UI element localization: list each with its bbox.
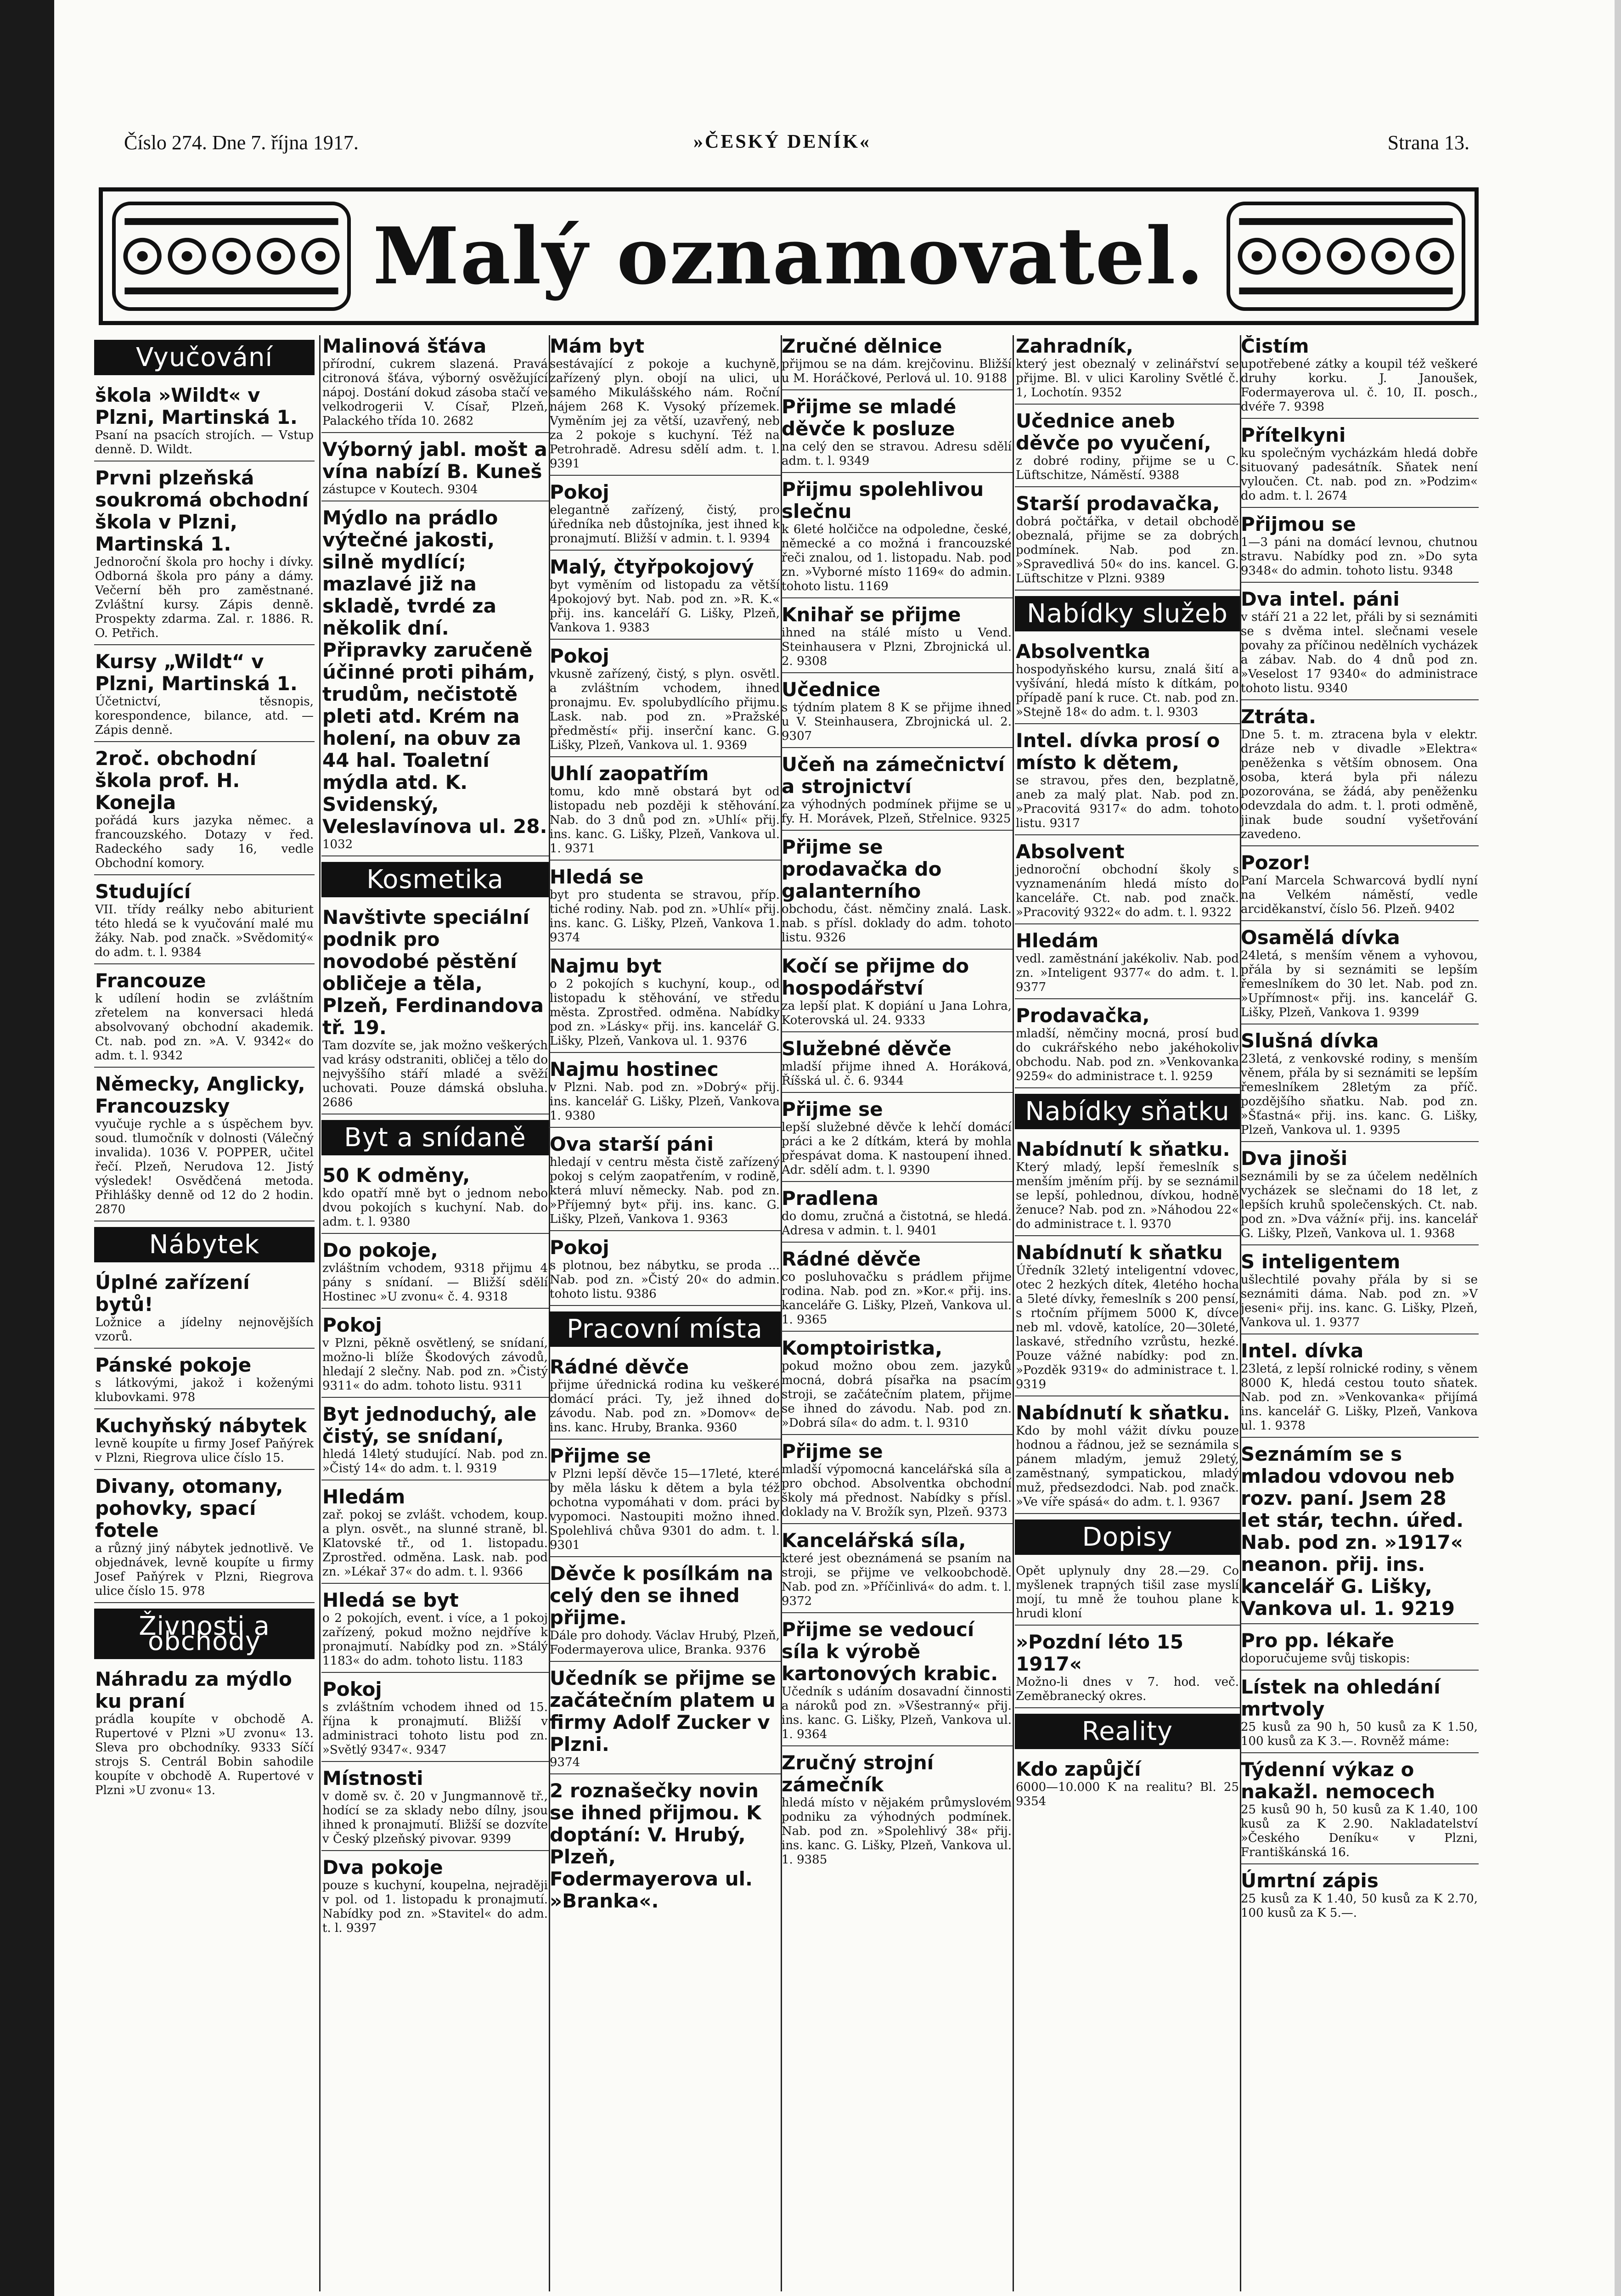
ad-body: 1032 bbox=[322, 838, 353, 851]
ad-body: ku společným vycházkám hledá dobře situovaný padesátník. Sňatek není vyloučen. Ct. nab. pod zn. »Podzim« do adm. t. l. 2674 bbox=[1241, 446, 1478, 503]
ad-body: hledá místo v nějakém průmyslovém podniku za výhodných podmínek. Nab. pod zn. »Spolehlivý 38« přij. ins. kanc. G. Lišky, Plzeň, Vankova ul. 1. 9385 bbox=[782, 1796, 1012, 1867]
section-heading: Dopisy bbox=[1015, 1519, 1240, 1555]
classified-ad bbox=[94, 1475, 315, 1603]
classified-ad bbox=[1015, 930, 1240, 999]
classified-ad bbox=[321, 1589, 549, 1673]
classified-ad bbox=[549, 481, 781, 551]
column-1 bbox=[94, 335, 315, 2291]
section-heading: Živnosti a obchody bbox=[94, 1609, 315, 1659]
ad-title: Absolventka bbox=[1016, 640, 1150, 663]
ad-body: Účetnictví, těsnopis, korespondence, bilance, atd. — Zápis denně. bbox=[95, 695, 314, 737]
ad-body: s látkovými, jakož i koženými klubovkami. 978 bbox=[95, 1376, 314, 1404]
column-4 bbox=[781, 335, 1013, 2291]
ad-body: vkusně zařízený, čistý, s plyn. osvětl. a zvláštním vchodem, ihned pronajmu. Ev. spolubydlícího přijmu. Lask. nab. pod zn. »Pražské předměstí« přij. inserční kanc. G. Lišky, Plzeň, Vankova ul. 1. 9369 bbox=[550, 667, 780, 752]
section-heading: Byt a snídaně bbox=[321, 1120, 549, 1155]
ad-title: S inteligentem bbox=[1241, 1250, 1401, 1273]
ad-title: Lístek na ohledání mrtvoly bbox=[1241, 1676, 1441, 1720]
ad-body: Možno-li dnes v 7. hod. več. Zeměbranecký okres. bbox=[1016, 1675, 1239, 1703]
ad-title: Přítelkyni bbox=[1241, 424, 1346, 446]
ad-title: Slušná dívka bbox=[1241, 1030, 1379, 1052]
ad-body: s týdním platem 8 K se přijme ihned u V. Steinhausera, Zbrojnická ul. 2. 9307 bbox=[782, 701, 1012, 743]
classified-ad bbox=[781, 396, 1013, 473]
ad-body: se stravou, přes den, bezplatně, aneb za malý plat. Nab. pod zn. »Pracovitá 9317« do adm. tohoto listu. 9317 bbox=[1016, 774, 1239, 830]
ad-title: Komptoiristka, bbox=[782, 1337, 943, 1359]
classified-ad bbox=[549, 1780, 781, 1916]
scan-border-right bbox=[1615, 0, 1621, 2296]
classified-ad bbox=[1015, 1402, 1240, 1514]
ad-body: 25 kusů 90 h, 50 kusů za K 1.40, 100 kusů za K 2.90. Nakladatelství »Českého Deníku« v Plzni, Františkánská 16. bbox=[1241, 1803, 1478, 1859]
ad-title: Intel. dívka bbox=[1241, 1339, 1364, 1362]
ad-title: Německy, Anglicky, Francouzsky bbox=[95, 1073, 305, 1117]
classified-ad bbox=[321, 1857, 549, 1939]
ad-body: lepší služebné děvče k lehčí domácí práci a ke 2 dítkám, která by mohla přespávat doma. K nastoupení ihned. Adr. sdělí adm. t. l. 9390 bbox=[782, 1120, 1012, 1177]
ad-body: elegantně zařízený, čistý, pro úředníka neb důstojníka, jest ihned k pronajmutí. Bližší v admin. t. l. 9394 bbox=[550, 503, 780, 546]
ad-body: k 6leté holčičce na odpoledne, české, německé a co možná i francouzské řeči znalou, od 1. listopadu. Nab. pod zn. »Vyborné místo 1169« do admin. tohoto listu. 1169 bbox=[782, 523, 1012, 593]
ad-body: Psaní na psacích strojích. — Vstup denně. D. Wildt. bbox=[95, 428, 314, 456]
ad-body: přírodní, cukrem slazená. Pravá citronová šťáva, výborný osvěžující nápoj. Dostání dokud zásoba stačí ve velkodrogerii V. Císař, Plzeň, Palackého třída 10. 2682 bbox=[322, 357, 548, 428]
column-3 bbox=[549, 335, 781, 2291]
ad-body: Úředník 32letý inteligentní vdovec, otec 2 hezkých dítek, 4letého hocha a 5leté dívky, řemeslník s 200 pensí, s rtočním příjmem 5000 K, dívce neb ml. vdově, katolíce, 20—30leté, laskavé, středního vzrůstu, hezké. Pouze vážné nabídky: pod zn. »Pozděk 9319« do administrace t. l. 9319 bbox=[1016, 1264, 1239, 1391]
ad-title: 2roč. obchodní škola prof. H. Konejla bbox=[95, 747, 257, 814]
ad-body: s zvláštním vchodem ihned od 15. října k pronajmutí. Bližší v administraci tohoto listu pod zn. »Světlý 9347«. 9347 bbox=[322, 1700, 548, 1757]
ad-body: ihned na stálé místo u Vend. Steinhausera v Plzni, Zbrojnická ul. 2. 9308 bbox=[782, 626, 1012, 668]
classified-ad bbox=[94, 467, 315, 645]
ad-body: Učedník s udáním dosavadní činnosti a nároků pod zn. »Všestranný« přij. ins. kanc. G. Lišky, Plzeň, Vankova ul. 1. 9364 bbox=[782, 1685, 1012, 1741]
classified-ad bbox=[321, 906, 549, 1114]
ad-title: Pánské pokoje bbox=[95, 1354, 252, 1376]
classified-ad bbox=[781, 1530, 1013, 1613]
section-heading: Pracovní místa bbox=[549, 1311, 781, 1347]
column-2 bbox=[321, 335, 549, 2291]
classified-ad bbox=[781, 335, 1013, 390]
classified-ad bbox=[781, 1619, 1013, 1746]
classified-ad bbox=[1240, 335, 1479, 419]
ad-body: 23letá, z lepší rolnické rodiny, s věnem 8000 K, hledá cestou touto sňatek. Nab. pod zn. »Venkovanka« přijímá ins. kancelář G. Lišky, Plzeň, Vankova ul. 1. 9378 bbox=[1241, 1362, 1478, 1433]
classified-ad bbox=[1015, 1242, 1240, 1396]
classified-ad bbox=[1240, 1340, 1479, 1438]
ad-title: Učednice bbox=[782, 678, 881, 701]
classified-ad bbox=[1240, 927, 1479, 1024]
ad-title: Osamělá dívka bbox=[1241, 926, 1400, 949]
ad-title: Byt jednoduchý, ale čistý, se snídaní, bbox=[322, 1403, 537, 1447]
section-heading: Nábytek bbox=[94, 1227, 315, 1262]
ad-title: Prvni plzeňská soukromá obchodní škola v Plzni, Martinská 1. bbox=[95, 467, 309, 555]
ad-body: Opět uplynuly dny 28.—29. Co myšlenek trapných tišil zase myslí mojí, tu mně že touhou plane k hrudi kloní bbox=[1016, 1564, 1239, 1621]
ad-body: pokud možno obou zem. jazyků mocná, dobrá písařka na psacím stroji, se začátečním platem, přijme se ihned do závodu. Nab. pod zn. »Dobrá síla« do adm. t. l. 9310 bbox=[782, 1359, 1012, 1430]
ad-title: Hledám bbox=[1016, 929, 1099, 952]
scan-border-left bbox=[0, 0, 54, 2296]
ad-title: Malý, čtyřpokojový bbox=[550, 556, 754, 578]
ad-title: Týdenní výkaz o nakažl. nemocech bbox=[1241, 1758, 1435, 1803]
ad-body: mladší výpomocná kancelářská síla a pro obchod. Absolventka obchodní školy má přednost. Nabídky s přísl. doklady na V. Brožík syn, Plzeň. 9373 bbox=[782, 1463, 1012, 1519]
ad-title: Přijme se bbox=[550, 1445, 651, 1467]
ad-body: Dále pro dohody. Václav Hrubý, Plzeň, Fodermayerova ulice, Branka. 9376 bbox=[550, 1629, 780, 1657]
ad-body: s plotnou, bez nábytku, se proda ... Nab. pod zn. »Čistý 20« do admin. tohoto listu. 9386 bbox=[550, 1259, 780, 1301]
ad-title: Divany, otomany, pohovky, spací fotele bbox=[95, 1475, 283, 1542]
ad-title: Mám byt bbox=[550, 335, 645, 357]
classified-ad bbox=[549, 556, 781, 640]
ad-body: pouze s kuchyní, koupelna, nejraději v pol. od 1. listopadu k pronajmutí. Nabídky pod zn. »Stavitel« do adm. t. l. 9397 bbox=[322, 1879, 548, 1935]
classified-ad bbox=[781, 1752, 1013, 1871]
issue-date: Číslo 274. Dne 7. října 1917. bbox=[124, 131, 359, 154]
classified-ad bbox=[321, 1314, 549, 1398]
classified-ad bbox=[781, 1187, 1013, 1243]
ad-body: který jest obeznalý v zelinářství se přijme. Bl. v ulici Karoliny Světlé č. 1, Lochotín. 9352 bbox=[1016, 357, 1239, 400]
ad-body: na celý den se stravou. Adresu sdělí adm. t. l. 9349 bbox=[782, 440, 1012, 468]
ad-body: mladší, němčiny mocná, prosí bud do cukrářského nebo jakéhokoliv obchodu. Nab. pod zn. »Venkovanka 9259« do administrace t. l. 9259 bbox=[1016, 1027, 1239, 1083]
ad-body: levně koupíte u firmy Josef Paňýrek v Plzni, Riegrova ulice číslo 15. bbox=[95, 1437, 314, 1465]
ad-body: kdo opatří mně byt o jednom nebo dvou pokojích s kuchyní. Nab. do adm. t. l. 9380 bbox=[322, 1187, 548, 1229]
classified-ad bbox=[94, 1272, 315, 1349]
ad-body: pořádá kurs jazyka němec. a francouzského. Dotazy v řed. Radeckého sady 16, vedle Obchodní komory. bbox=[95, 814, 314, 870]
ad-title: Pokoj bbox=[550, 645, 609, 667]
classified-ad bbox=[549, 1563, 781, 1662]
classified-ad bbox=[321, 1486, 549, 1584]
ad-title: Přijme se vedoucí síla k výrobě kartonových krabic. bbox=[782, 1618, 998, 1685]
classified-ad bbox=[781, 1098, 1013, 1182]
classified-ad bbox=[321, 1239, 549, 1309]
ad-title: Nabídnutí k sňatku. bbox=[1016, 1138, 1230, 1160]
ad-title: Seznámím se s mladou vdovou neb rozv. paní. Jsem 28 let stár, techn. úřed. Nab. pod zn. »1917« neanon. přij. ins. kancelář G. Lišky, Vankova ul. 1. 9219 bbox=[1241, 1443, 1464, 1620]
ad-body: zař. pokoj se zvlášt. vchodem, koup. a plyn. osvět., na slunné straně, bl. Klatovské tř., od 1. listopadu. Zprostřed. odměna. Lask. nab. pod zn. »Lékař 37« do adm. t. l. 9366 bbox=[322, 1508, 548, 1579]
ad-title: Zahradník, bbox=[1016, 335, 1133, 357]
ad-title: Intel. dívka prosí o místo k dětem, bbox=[1016, 729, 1220, 774]
classified-ad bbox=[781, 1038, 1013, 1093]
column-rule bbox=[1013, 335, 1014, 2291]
classified-ad bbox=[781, 955, 1013, 1032]
classified-ad bbox=[549, 645, 781, 757]
ad-body: které jest obeznámená se psaním na stroji, se přijme ve velkoobchodě. Nab. pod zn. »Příčinlivá« do adm. t. l. 9372 bbox=[782, 1552, 1012, 1608]
ad-title: Učednice aneb děvče po vyučení, bbox=[1016, 410, 1211, 454]
classified-ad bbox=[781, 1441, 1013, 1524]
classified-ad bbox=[549, 1237, 781, 1306]
ad-title: »Pozdní léto 15 1917« bbox=[1016, 1631, 1184, 1675]
classified-ad bbox=[321, 1767, 549, 1851]
ad-title: Najmu byt bbox=[550, 955, 662, 977]
ad-body: Který mladý, lepší řemeslník s menším jměním příj. by se seznámil se lepší, pohlednou, dívkou, hodně ženuce? Nab. pod zn. »Náhodou 22« do administrace t. l. 9370 bbox=[1016, 1160, 1239, 1231]
ad-body: 24letá, s menším věnem a vyhovou, přála by si seznámiti se lepším řemeslníkem do 30 let. Nab. pod zn. »Upřímnost« přij. ins. kancelář G. Lišky, Plzeň, Vankova 1. 9399 bbox=[1241, 949, 1478, 1019]
ad-body: Paní Marcela Schwarcová bydlí nyní na Velkém náměstí, vedle arciděkanství, číslo 56. Plzeň. 9402 bbox=[1241, 874, 1478, 916]
classified-ad bbox=[94, 748, 315, 875]
ad-title: Hledá se byt bbox=[322, 1589, 459, 1611]
ad-title: Místnosti bbox=[322, 1767, 423, 1790]
ad-body: v domě sv. č. 20 v Jungmannově tř., hodící se za sklady nebo dílny, jsou ihned k pronajmutí. Bližší se dozvíte v Český plzeňský pivovar. 9399 bbox=[322, 1790, 548, 1846]
ad-body: 25 kusů za 90 h, 50 kusů za K 1.50, 100 kusů za K 3.—. Rovněž máme: bbox=[1241, 1720, 1478, 1748]
ad-body: a různý jiný nábytek jednotlivě. Ve objednávek, levně koupíte u firmy Josef Paňýrek v Plzni, Riegrova ulice číslo 15. 978 bbox=[95, 1542, 314, 1598]
ad-body: upotřebené zátky a koupil též veškeré druhy korku. J. Janoušek, Fodermayerova ul. č. 10, II. posch., dvéře 7. 9398 bbox=[1241, 357, 1478, 414]
ad-title: Hledá se bbox=[550, 866, 644, 888]
ad-body: v Plzni lepší děvče 15—17leté, které by měla lásku k dětem a byla též ochotna vypomáhati v dom. práci by vypomoci. Nastoupiti možno ihned. Spolehlivá chůva 9301 do adm. t. l. 9301 bbox=[550, 1467, 780, 1552]
section-heading: Nabídky sňatku bbox=[1015, 1094, 1240, 1129]
classified-ad bbox=[549, 955, 781, 1053]
ad-title: 50 K odměny, bbox=[322, 1164, 470, 1187]
classified-ad bbox=[549, 335, 781, 476]
classified-ad bbox=[94, 970, 315, 1068]
ad-title: Navštivte speciální podnik pro novodobé pěstění obličeje a těla, Plzeň, Ferdinandova tř. 19. bbox=[322, 906, 544, 1039]
classified-ad bbox=[321, 1165, 549, 1234]
ad-body: hospodyňského kursu, znalá šití a vyšívání, hledá místo k dítkám, po případě paní k ruce. Ct. nab. pod zn. »Stejně 18« do adm. t. l. 9303 bbox=[1016, 663, 1239, 719]
classified-ad bbox=[549, 1058, 781, 1128]
ad-body: ušlechtilé povahy přála by si se seznámiti dáma. Nab. pod zn. »V jeseni« přij. ins. kanc. G. Lišky, Plzeň, Vankova ul. 1. 9377 bbox=[1241, 1273, 1478, 1329]
classified-ad bbox=[1240, 1030, 1479, 1142]
ad-body: prádla koupíte v obchodě A. Rupertové v Plzni »U zvonu« 13. Sleva pro obchodníky. 9333 Síčí strojs S. Centrál Bobin sahodile koupíte v obchodě A. Rupertové v Plzni »U zvonu« 13. bbox=[95, 1712, 314, 1797]
ad-title: Pozor! bbox=[1241, 851, 1311, 874]
ad-body: z dobré rodiny, přijme se u C. Lüftschitze, Náměstí. 9388 bbox=[1016, 454, 1239, 482]
column-6 bbox=[1240, 335, 1479, 2291]
ad-title: Najmu hostinec bbox=[550, 1058, 719, 1080]
ad-body: 23letá, z venkovské rodiny, s menším věnem, přála by si seznámiti se lepším řemeslníkem 28letým za příč. pozdějšího sňatku. Nab. pod zn. »Šťastná« přij. ins. kanc. G. Lišky, Plzeň, Vankova ul. 1. 9395 bbox=[1241, 1052, 1478, 1137]
classified-ad bbox=[321, 439, 549, 501]
ad-title: Přijme se mladé děvče k posluze bbox=[782, 395, 957, 440]
ornament-left-icon bbox=[112, 202, 351, 311]
classified-ad bbox=[1240, 424, 1479, 508]
ad-body: VII. třídy reálky nebo abiturient této hledá se k vyučování malé mu žáky. Nab. pod značk. »Svědomitý« do adm. t. l. 9384 bbox=[95, 903, 314, 959]
classified-ad bbox=[1015, 1005, 1240, 1088]
ad-title: Dva pokoje bbox=[322, 1856, 443, 1879]
ad-title: Zručné dělnice bbox=[782, 335, 942, 357]
ad-title: Přijmou se bbox=[1241, 513, 1356, 535]
ad-body: o 2 pokojích, event. i více, a 1 pokoj zařízený, pokud možno nejdříve k pronajmutí. Nabídky pod zn. »Stálý 1183« do adm. tohoto listu. 1183 bbox=[322, 1611, 548, 1668]
ad-body: v Plzni, pěkně osvětlený, se snídaní, možno-li blíže Škodových závodů, hledají 2 slečny. Nab. pod zn. »Čistý 9311« do adm. tohoto listu. 9311 bbox=[322, 1336, 548, 1393]
classified-ad bbox=[1240, 706, 1479, 846]
classified-ad bbox=[1240, 1870, 1479, 1924]
ad-body: byt vyměním od listopadu za větší 4pokojový byt. Nab. pod zn. »R. K.« přij. ins. kanceláří G. Lišky, Plzeň, Vankova 1. 9383 bbox=[550, 578, 780, 635]
ad-title: Malinová šťáva bbox=[322, 335, 487, 357]
ad-title: Kuchyňský nábytek bbox=[95, 1414, 307, 1437]
classified-ad bbox=[1015, 493, 1240, 591]
ad-title: Čistím bbox=[1241, 335, 1309, 357]
classified-ad bbox=[781, 604, 1013, 673]
ad-body: sestávající z pokoje a kuchyně, zařízený plyn. obojí na ulici, u samého Mikulášského nám. Roční nájem 268 K. Vysoký přízemek. Vyměním jej za větší, uzavřený, neb za 2 pokoje s kuchyní. Též na Petrohradě. Adresu sdělí adm. t. l. 9391 bbox=[550, 357, 780, 471]
ad-body: Tam dozvíte se, jak možno veškerých vad krásy odstraniti, obličej a tělo do nejvyššího stáří mladé a svěží uchovati. Pouze dámská obsluha. 2686 bbox=[322, 1039, 548, 1109]
ad-title: Pokoj bbox=[550, 1236, 609, 1259]
ad-title: Studující bbox=[95, 880, 191, 903]
ad-title: Učeň na zámečnictví a strojnictví bbox=[782, 753, 1005, 798]
ad-body: Ložnice a jídelny nejnovějších vzorů. bbox=[95, 1316, 314, 1344]
classified-ad bbox=[1240, 1148, 1479, 1245]
classified-ad bbox=[549, 1356, 781, 1440]
classified-ad bbox=[1240, 513, 1479, 583]
classified-ad bbox=[781, 754, 1013, 831]
ad-body: 9374 bbox=[550, 1756, 580, 1769]
ad-title: Nabídnutí k sňatku. bbox=[1016, 1401, 1230, 1424]
ad-title: Pro pp. lékaře bbox=[1241, 1629, 1395, 1652]
ad-title: Knihař se přijme bbox=[782, 603, 961, 626]
ad-body: obchodu, část. němčiny znalá. Lask. nab. s přísl. doklady do adm. tohoto listu. 9326 bbox=[782, 902, 1012, 945]
ad-title: Přijme se bbox=[782, 1098, 883, 1120]
classified-ad bbox=[549, 866, 781, 950]
classified-ad bbox=[1240, 1443, 1479, 1624]
classified-ad bbox=[94, 1354, 315, 1409]
classified-ad bbox=[1015, 641, 1240, 724]
classified-ad bbox=[1015, 730, 1240, 835]
ornament-right-icon bbox=[1227, 202, 1465, 311]
section-banner bbox=[99, 187, 1479, 325]
ad-body: jednoroční obchodní školy s vyznamenáním hledá místo do kanceláře. Ct. nab. pod značk. »Pracovitý 9322« do adm. t. l. 9322 bbox=[1016, 863, 1239, 919]
ad-title: Učedník se přijme se začátečním platem u firmy Adolf Zucker v Plzni. bbox=[550, 1667, 776, 1756]
ad-title: Služebné děvče bbox=[782, 1037, 951, 1060]
classified-ad bbox=[1240, 1676, 1479, 1753]
ad-title: Starší prodavačka, bbox=[1016, 492, 1220, 515]
classified-ad bbox=[1015, 335, 1240, 405]
ad-body: mladší přijme ihned A. Horáková, Říšská ul. č. 6. 9344 bbox=[782, 1060, 1012, 1088]
classified-ad bbox=[1015, 1138, 1240, 1236]
ad-title: Prodavačka, bbox=[1016, 1004, 1150, 1027]
ad-body: vyučuje rychle a s úspěchem byv. soud. tlumočník v dolnosti (Válečný invalida). 1036 V. POPPER, učitel řečí. Plzeň, Nerudova 12. Jistý výsledek! Osvědčená metoda. Přihlášky denně od 12 do 2 hodin. 2870 bbox=[95, 1117, 314, 1216]
ad-title: škola »Wildt« v Plzni, Martinská 1. bbox=[95, 384, 298, 428]
ad-title: Úplné zařízení bytů! bbox=[95, 1271, 250, 1316]
ad-body: 1—3 páni na domácí levnou, chutnou stravu. Nabídky pod zn. »Do syta 9348« do admin. tohoto listu. 9348 bbox=[1241, 535, 1478, 578]
ad-title: Nabídnutí k sňatku bbox=[1016, 1241, 1223, 1264]
ad-title: Absolvent bbox=[1016, 840, 1125, 863]
ad-title: Hledám bbox=[322, 1486, 405, 1508]
ad-title: Kdo zapůjčí bbox=[1016, 1758, 1141, 1780]
ad-body: seznámili by se za účelem nedělních vycházek se slečnami do 18 let, z lepších kruhů společenských. Ct. nab. pod zn. »Dva vážní« přij. ins. kancelář G. Lišky, Plzeň, Vankova ul. 1. 9368 bbox=[1241, 1170, 1478, 1240]
ad-body: tomu, kdo mně obstará byt od listopadu neb později k stěhování. Nab. do 3 dnů pod zn. »Uhlí« přij. ins. kanc. G. Lišky, Plzeň, Vankova ul. 1. 9371 bbox=[550, 785, 780, 855]
classified-ad bbox=[1015, 410, 1240, 487]
classified-ad bbox=[1015, 1631, 1240, 1708]
ad-title: Přijmu spolehlivou slečnu bbox=[782, 478, 984, 523]
ad-body: hledá 14letý studující. Nab. pod zn. »Čistý 14« do adm. t. l. 9319 bbox=[322, 1447, 548, 1475]
ad-body: zástupce v Koutech. 9304 bbox=[322, 483, 478, 496]
ad-body: do domu, zručná a čistotná, se hledá. Adresa v admin. t. l. 9401 bbox=[782, 1210, 1012, 1238]
ad-title: Kočí se přijme do hospodářství bbox=[782, 955, 969, 999]
ad-body: dobrá počtářka, v detail obchodě obeznalá, přijme se za dobrých podmínek. Nab. pod zn. »Spravedlivá 50« do ins. kancel. G. Lüftschitze v Plzni. 9389 bbox=[1016, 515, 1239, 585]
ad-body: za lepší plat. K dopiání u Jana Lohra, Koterovská ul. 24. 9333 bbox=[782, 999, 1012, 1027]
ad-body: v stáří 21 a 22 let, přáli by si seznámiti se s dvěma intel. slečnami vesele povahy za příčinou nedělních vycházek a zábav. Nab. do 4 dnů pod zn. »Veselost 17 9340« do administrace tohoto listu. 9340 bbox=[1241, 610, 1478, 695]
ad-body: přijmou se na dám. krejčovinu. Bližší u M. Horáčkové, Perlová ul. 10. 9188 bbox=[782, 357, 1012, 385]
classified-ad bbox=[781, 1337, 1013, 1435]
ad-body: v Plzni. Nab. pod zn. »Dobrý« přij. ins. kancelář G. Lišky, Plzeň, Vankova 1. 9380 bbox=[550, 1080, 780, 1123]
section-heading: Reality bbox=[1015, 1714, 1240, 1749]
ad-body: 6000—10.000 K na realitu? Bl. 25 9354 bbox=[1016, 1780, 1239, 1808]
column-rule bbox=[319, 335, 321, 2291]
classified-ad bbox=[94, 651, 315, 742]
ad-title: Pradlena bbox=[782, 1187, 879, 1210]
column-5 bbox=[1015, 335, 1240, 2291]
classified-ad bbox=[94, 1415, 315, 1470]
classified-ad bbox=[1240, 1759, 1479, 1864]
ad-title: Dva jinoši bbox=[1241, 1147, 1348, 1170]
ad-title: Rádné děvče bbox=[550, 1356, 689, 1378]
ad-title: 2 roznašečky novin se ihned přijmou. K doptání: V. Hrubý, Plzeň, Fodermayerova ul. »Branka«. bbox=[550, 1779, 761, 1912]
ad-title: Náhradu za mýdlo ku praní bbox=[95, 1668, 292, 1712]
ad-body: Jednoroční škola pro hochy i dívky. Odborná škola pro pány a dámy. Večerní běh pro zaměstnané. Zvláštní kursy. Zápis denně. Prospekty zdarma. Zal. r. 1886. R. O. Petřich. bbox=[95, 555, 314, 640]
newspaper-name: »ČESKÝ DENÍK« bbox=[693, 131, 871, 152]
ad-title: Do pokoje, bbox=[322, 1239, 438, 1261]
classified-ad bbox=[781, 836, 1013, 950]
ad-body: za výhodných podmínek přijme se u fy. H. Morávek, Plzeň, Střelnice. 9325 bbox=[782, 798, 1012, 826]
page-number: Strana 13. bbox=[1387, 131, 1469, 154]
ad-body: k udílení hodin se zvláštním zřetelem na konversaci hledá absolvovaný obchodní akademik. Ct. nab. pod zn. »A. V. 9342« do adm. t. l. 9342 bbox=[95, 992, 314, 1063]
ad-title: Přijme se prodavačka do galanterního bbox=[782, 836, 942, 902]
ad-title: Přijme se bbox=[782, 1440, 883, 1463]
ad-title: Dva intel. páni bbox=[1241, 588, 1400, 610]
ad-body: byt pro studenta se stravou, příp. tiché rodiny. Nab. pod zn. »Uhlí« přij. ins. kanc. G. Lišky, Plzeň, Vankova 1. 9374 bbox=[550, 888, 780, 945]
classified-ad bbox=[94, 1668, 315, 1801]
ad-title: Uhlí zaopatřím bbox=[550, 762, 709, 785]
classified-ad bbox=[1240, 588, 1479, 700]
ad-title: Francouze bbox=[95, 969, 206, 992]
section-heading: Nabídky služeb bbox=[1015, 596, 1240, 631]
classified-ad bbox=[94, 384, 315, 461]
classified-ad bbox=[1240, 852, 1479, 921]
classified-ad bbox=[94, 881, 315, 964]
ad-body: doporučujeme svůj tiskopis: bbox=[1241, 1652, 1410, 1666]
ad-body: přijme úřednická rodina ku veškeré domácí práci. Ty, jež ihned do závodu. Nab. pod zn. »Domov« de ins. kanc. Hruby, Branka. 9360 bbox=[550, 1378, 780, 1435]
ad-title: Pokoj bbox=[322, 1314, 382, 1336]
classified-ad bbox=[781, 478, 1013, 598]
classified-ad bbox=[549, 763, 781, 861]
ad-body: o 2 pokojích s kuchyní, koup., od listopadu k stěhování, ve středu města. Zprostřed. odměna. Nabídky pod zn. »Lásky« přij. ins. kancelář G. Lišky, Plzeň, Vankova ul. 1. 9376 bbox=[550, 977, 780, 1048]
page-header bbox=[124, 131, 1469, 158]
classified-ad bbox=[781, 679, 1013, 748]
ad-title: Pokoj bbox=[322, 1678, 382, 1700]
ad-title: Kursy „Wildt“ v Plzni, Martinská 1. bbox=[95, 650, 298, 695]
banner-title: Malý oznamovatel. bbox=[372, 210, 1205, 302]
ad-body: Kdo by mohl vážit dívku pouze hodnou a řádnou, jež se seznámila s pánem mladým, jemuž 29letý, zaměstnaný, sympatickou, mladý muž, předsezdodci. Nab. pod značk. »Ve víře spásá« do adm. t. l. 9367 bbox=[1016, 1424, 1239, 1509]
ad-title: Výborný jabl. mošt a vína nabízí B. Kuneš bbox=[322, 438, 547, 483]
ad-body: vedl. zaměstnání jakékoliv. Nab. pod zn. »Inteligent 9377« do adm. t. l. 9377 bbox=[1016, 952, 1239, 994]
ad-title: Úmrtní zápis bbox=[1241, 1869, 1379, 1892]
ad-title: Pokoj bbox=[550, 481, 609, 503]
classified-ad bbox=[1240, 1251, 1479, 1334]
classified-ad bbox=[321, 335, 549, 433]
ad-title: Kancelářská síla, bbox=[782, 1529, 966, 1552]
ad-body: 25 kusů za K 1.40, 50 kusů za K 2.70, 100 kusů za K 5.—. bbox=[1241, 1892, 1478, 1920]
ad-title: Ztráta. bbox=[1241, 705, 1316, 728]
classified-ad bbox=[1015, 1564, 1240, 1626]
section-heading: Kosmetika bbox=[321, 862, 549, 897]
classified-ad bbox=[781, 1248, 1013, 1332]
ad-body: zvláštním vchodem, 9318 přijmu 4 pány s snídaní. — Bližší sdělí Hostinec »U zvonu« č. 4. 9318 bbox=[322, 1261, 548, 1304]
classified-ad bbox=[549, 1133, 781, 1231]
classified-ad bbox=[1015, 841, 1240, 924]
ad-title: Ova starší páni bbox=[550, 1133, 714, 1155]
ad-body: Dne 5. t. m. ztracena byla v elektr. dráze neb v divadle »Elektra« peněženka s větším obnosem. Ona osoba, která byla při nálezu pozorována, se žádá, aby peněženku odevzdala do adm. t. l. proti odměně, jinak bude soudní vyšetřování zavedeno. bbox=[1241, 728, 1478, 841]
classified-ad bbox=[549, 1667, 781, 1774]
classified-ad bbox=[94, 1073, 315, 1221]
ad-title: Děvče k posílkám na celý den se ihned přijme. bbox=[550, 1562, 773, 1629]
classified-ad bbox=[1015, 1758, 1240, 1812]
classified-ad bbox=[321, 1678, 549, 1762]
ad-title: Rádné děvče bbox=[782, 1248, 921, 1270]
section-heading: Vyučování bbox=[94, 340, 315, 375]
ad-body: co posluhovačku s prádlem přijme rodina. Nab. pod zn. »Kor.« přij. ins. kanceláře G. Lišky, Plzeň, Vankova ul. 1. 9365 bbox=[782, 1270, 1012, 1327]
classified-ad bbox=[321, 1403, 549, 1480]
ad-title: Zručný strojní zámečník bbox=[782, 1751, 934, 1796]
classified-ad bbox=[1240, 1630, 1479, 1671]
classified-ad bbox=[321, 507, 549, 856]
classified-ad bbox=[549, 1445, 781, 1557]
ad-title: Mýdlo na prádlo výtečné jakosti, silně mydlící; mazlavé již na skladě, tvrdé za několik dní. Připravky zaručeně účinné proti pihám, trudům, nečistotě pleti atd. Krém na holení, na obuv za 44 hal. Toaletní mýdla atd. K. Svidenský, Veleslavínova ul. 28. bbox=[322, 506, 547, 838]
ad-body: hledají v centru města čistě zařízený pokoj s celým zaopatřením, v rodině, která mluví německy. Nab. pod zn. »Příjemný byt« přij. ins. kanc. G. Lišky, Plzeň, Vankova 1. 9363 bbox=[550, 1155, 780, 1226]
